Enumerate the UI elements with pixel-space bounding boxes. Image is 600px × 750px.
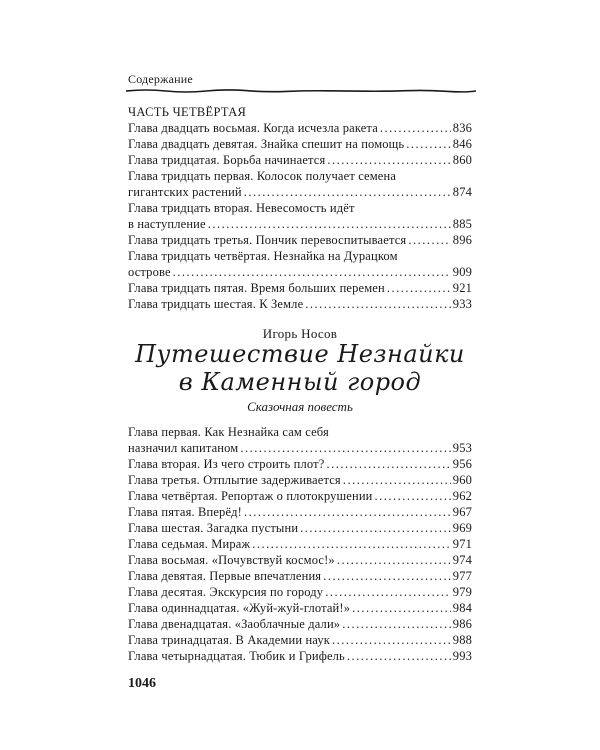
toc-entry-title: Глава шестая. Загадка пустыни [128, 521, 299, 535]
toc-entry-page: 960 [452, 473, 472, 487]
toc-entry-title: Глава девятая. Первые впечатления [128, 569, 322, 583]
toc-entry-page: 953 [452, 441, 472, 455]
toc-entry-page: 874 [452, 185, 472, 199]
toc-entry [128, 280, 472, 296]
toc-entry [128, 552, 472, 568]
toc-leader-dots [327, 152, 450, 168]
toc-leader-dots [325, 584, 451, 600]
toc-entry-page: 962 [452, 489, 472, 503]
toc-leader-dots [252, 536, 451, 552]
book-author: Игорь Носов [262, 326, 338, 341]
toc-entry-title: Глава двенадцатая. «Заоблачные дали» [128, 617, 341, 631]
toc-entry-title: Глава пятая. Вперёд! [128, 505, 242, 519]
toc-leader-dots [347, 648, 451, 664]
toc-entry [128, 600, 472, 616]
toc-leader-dots [343, 472, 451, 488]
toc-leader-dots [173, 264, 451, 280]
toc-entry-title: назначил капитаном [128, 441, 239, 455]
toc-entry-page: 969 [452, 521, 472, 535]
toc-entry [128, 520, 472, 536]
book-title-line-1: Путешествие Незнайки [135, 340, 465, 368]
toc-entry-title: в наступление [128, 217, 206, 231]
toc-leader-dots [332, 632, 451, 648]
toc-entry-page: 977 [452, 569, 472, 583]
toc-entry [128, 536, 472, 552]
part-title: ЧАСТЬ ЧЕТВЁРТАЯ [128, 105, 247, 119]
toc-entry-title: Глава восьмая. «Почувствуй космос!» [128, 553, 335, 567]
toc-entry-page: 846 [452, 137, 472, 151]
toc-leader-dots [352, 600, 451, 616]
toc-entry [128, 424, 472, 456]
toc-entry [128, 152, 472, 168]
toc-entry [128, 568, 472, 584]
toc-entry [128, 648, 472, 664]
toc-entry [128, 120, 472, 136]
toc-entry-page: 836 [452, 121, 472, 135]
toc-entry-title: Глава тридцать третья. Пончик перевоспитывается [128, 233, 407, 247]
toc-entry [128, 632, 472, 648]
toc-leader-dots [300, 520, 451, 536]
toc-entry [128, 472, 472, 488]
toc-entry [128, 168, 472, 200]
toc-list [128, 424, 472, 664]
toc-leader-dots [208, 216, 451, 232]
toc-entry-title: Глава десятая. Экскурсия по городу [128, 585, 324, 599]
toc-leader-dots [342, 616, 451, 632]
toc-entry-page: 971 [452, 537, 472, 551]
toc-leader-dots [326, 456, 450, 472]
toc-leader-dots [240, 440, 450, 456]
toc-leader-dots [337, 552, 451, 568]
toc-leader-dots [406, 136, 451, 152]
toc-entry [128, 136, 472, 152]
toc-entry [128, 584, 472, 600]
toc-entry [128, 232, 472, 248]
toc-entry [128, 616, 472, 632]
toc-leader-dots [380, 120, 451, 136]
book-subtitle: Сказочная повесть [247, 399, 353, 414]
toc-entry-title-first-line: Глава тридцать вторая. Невесомость идёт [128, 201, 355, 215]
toc-leader-dots [408, 232, 450, 248]
toc-leader-dots [244, 184, 451, 200]
toc-entry [128, 456, 472, 472]
toc-entry-page: 896 [452, 233, 472, 247]
toc-entry-page: 993 [452, 649, 472, 663]
toc-entry-title: Глава третья. Отплытие задерживается [128, 473, 341, 487]
toc-entry-page: 979 [452, 585, 472, 599]
running-head: Содержание [128, 72, 193, 86]
header-rule [126, 86, 476, 96]
toc-entry [128, 248, 472, 280]
toc-entry-title: Глава четвёртая. Репортаж о плотокрушении [128, 489, 373, 503]
toc-entry-title: острове [128, 265, 171, 279]
part-four-section [128, 104, 472, 312]
toc-entry-title: Глава тридцать пятая. Время больших перемен [128, 281, 385, 295]
toc-leader-dots [244, 504, 451, 520]
toc-entry-title: Глава тридцать шестая. К Земле [128, 297, 304, 311]
toc-entry-title: Глава тридцатая. Борьба начинается [128, 153, 326, 167]
book-title-line-2: в Каменный город [178, 368, 422, 396]
toc-entry-title: Глава вторая. Из чего строить плот? [128, 457, 325, 471]
toc-entry-page: 967 [452, 505, 472, 519]
toc-leader-dots [323, 568, 451, 584]
toc-entry-title: Глава одиннадцатая. «Жуй-жуй-глотай!» [128, 601, 351, 615]
toc-entry [128, 504, 472, 520]
toc-entry-title: Глава четырнадцатая. Тюбик и Грифель [128, 649, 345, 663]
toc-list [128, 120, 472, 312]
toc-entry-title: Глава седьмая. Мираж [128, 537, 251, 551]
toc-entry [128, 296, 472, 312]
toc-entry-page: 933 [452, 297, 472, 311]
toc-entry-page: 921 [452, 281, 472, 295]
toc-entry-page: 860 [452, 153, 472, 167]
toc-entry-page: 909 [452, 265, 472, 279]
toc-entry [128, 488, 472, 504]
toc-entry-title: гигантских растений [128, 185, 242, 199]
toc-entry-page: 984 [452, 601, 472, 615]
toc-entry-page: 986 [452, 617, 472, 631]
toc-entry-title-first-line: Глава тридцать четвёртая. Незнайка на Дурацком [128, 249, 398, 263]
toc-entry-title-first-line: Глава первая. Как Незнайка сам себя [128, 425, 329, 439]
toc-leader-dots [305, 296, 451, 312]
toc-entry-page: 988 [452, 633, 472, 647]
toc-entry-page: 974 [452, 553, 472, 567]
toc-leader-dots [375, 488, 451, 504]
toc-entry-page: 885 [452, 217, 472, 231]
toc-entry-page: 956 [452, 457, 472, 471]
toc-entry-title: Глава двадцать восьмая. Когда исчезла ракета [128, 121, 378, 135]
toc-entry [128, 200, 472, 232]
toc-leader-dots [387, 280, 451, 296]
book-title [0, 340, 600, 396]
toc-entry-title-first-line: Глава тридцать первая. Колосок получает семена [128, 169, 397, 183]
toc-entry-title: Глава двадцать девятая. Знайка спешит на помощь [128, 137, 405, 151]
page-number: 1046 [128, 676, 156, 691]
toc-entry-title: Глава тринадцатая. В Академии наук [128, 633, 330, 647]
book-toc-section [128, 424, 472, 664]
